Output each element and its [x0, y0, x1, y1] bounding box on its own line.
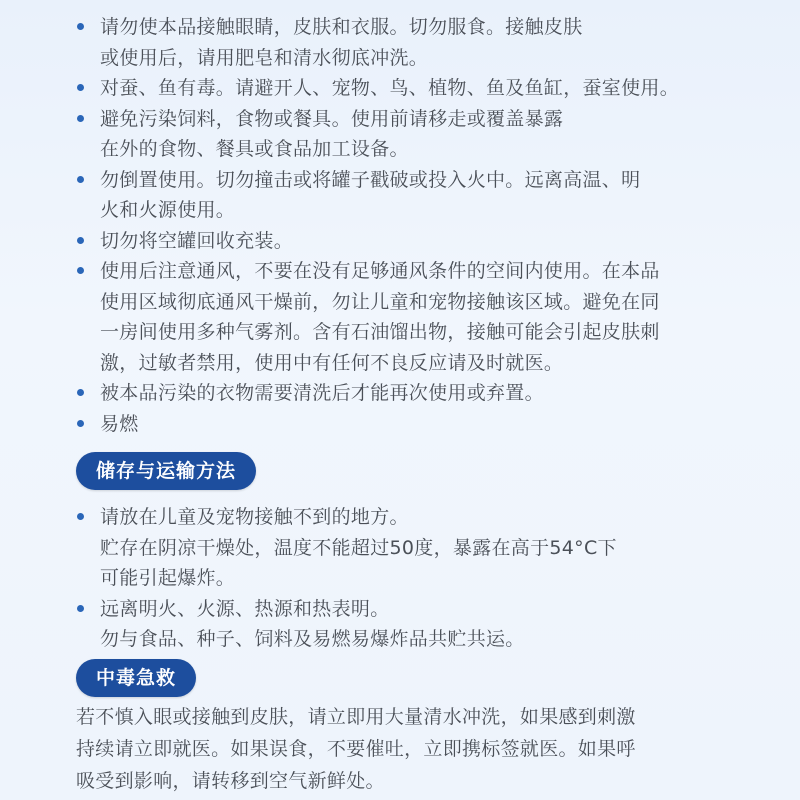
item-text-line: 一房间使用多种气雾剂。含有石油馏出物，接触可能会引起皮肤刺 [100, 321, 660, 343]
list-item [76, 594, 617, 655]
list-item [76, 73, 679, 104]
bullet-icon [77, 84, 84, 91]
list-item [76, 502, 617, 594]
list-item [76, 165, 679, 226]
item-text-line: 避免污染饲料，食物或餐具。使用前请移走或覆盖暴露 [100, 107, 564, 130]
item-text-line: 远离明火、火源、热源和热表明。 [100, 597, 390, 620]
item-text-line: 贮存在阴凉干燥处，温度不能超过50度，暴露在高于54°C下 [100, 536, 617, 559]
bullet-icon [77, 389, 84, 396]
first-aid-text-line: 吸受到影响，请转移到空气新鲜处。 [76, 770, 385, 792]
bullet-icon [77, 420, 84, 427]
bullet-icon [77, 237, 84, 244]
list-item [76, 409, 679, 440]
item-text-line: 请勿使本品接触眼睛，皮肤和衣服。切勿服食。接触皮肤 [100, 16, 583, 38]
item-text-line: 对蚕、鱼有毒。请避开人、宠物、鸟、植物、鱼及鱼缸，蚕室使用。 [100, 77, 680, 99]
bullet-icon [77, 23, 84, 30]
list-item [76, 226, 679, 257]
item-text-line: 火和火源使用。 [100, 199, 236, 221]
warnings-list [76, 12, 679, 439]
item-text-line: 可能引起爆炸。 [100, 567, 236, 589]
first-aid-text [76, 701, 636, 797]
item-text-line: 使用后注意通风，不要在没有足够通风条件的空间内使用。在本品 [100, 260, 660, 282]
bullet-icon [77, 267, 84, 274]
first-aid-text-line: 若不慎入眼或接触到皮肤，请立即用大量清水冲洗，如果感到刺激 [76, 706, 636, 728]
list-item [76, 378, 679, 409]
list-item [76, 12, 679, 73]
item-text-line: 请放在儿童及宠物接触不到的地方。 [100, 506, 409, 528]
item-text-line: 或使用后，请用肥皂和清水彻底冲洗。 [100, 46, 429, 69]
item-text-line: 被本品污染的衣物需要清洗后才能再次使用或弃置。 [100, 382, 544, 404]
bullet-icon [77, 176, 84, 183]
bullet-icon [77, 605, 84, 612]
storage-section-title: 储存与运输方法 [76, 452, 256, 490]
storage-list [76, 502, 617, 655]
first-aid-section-title: 中毒急救 [76, 659, 196, 697]
item-text-line: 勿倒置使用。切勿撞击或将罐子戳破或投入火中。远离高温、明 [100, 168, 641, 191]
item-text-line: 使用区域彻底通风干燥前，勿让儿童和宠物接触该区域。避免在同 [100, 290, 660, 313]
item-text-line: 易燃 [100, 412, 139, 435]
list-item [76, 104, 679, 165]
first-aid-text-line: 持续请立即就医。如果误食，不要催吐，立即携标签就医。如果呼 [76, 738, 636, 760]
item-text-line: 激，过敏者禁用，使用中有任何不良反应请及时就医。 [100, 351, 564, 374]
item-text-line: 在外的食物、餐具或食品加工设备。 [100, 138, 409, 160]
list-item [76, 256, 679, 378]
item-text-line: 勿与食品、种子、饲料及易燃易爆炸品共贮共运。 [100, 628, 525, 650]
bullet-icon [77, 513, 84, 520]
bullet-icon [77, 115, 84, 122]
item-text-line: 切勿将空罐回收充装。 [100, 229, 294, 252]
